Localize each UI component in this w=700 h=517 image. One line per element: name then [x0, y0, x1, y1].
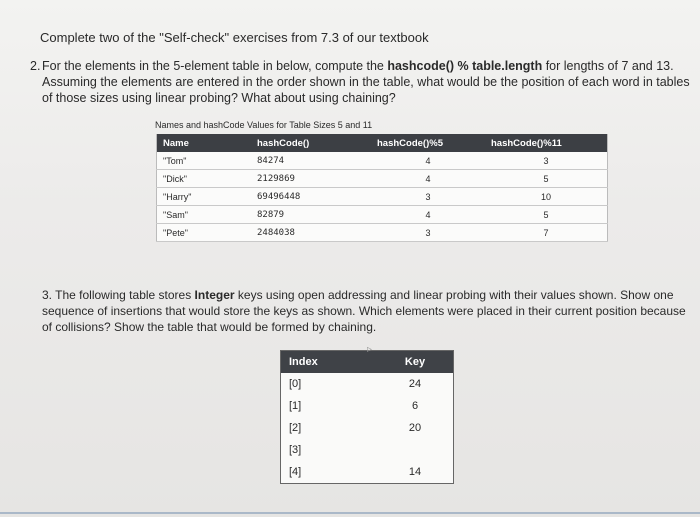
cell-name: "Tom"	[157, 152, 252, 170]
cell-hashcode: 2484038	[251, 224, 371, 242]
intro-text: Complete two of the "Self-check" exercises from 7.3 of our textbook	[40, 30, 429, 45]
cell-index: [1]	[289, 400, 302, 412]
header-name: Name	[157, 134, 252, 152]
header-mod11: hashCode()%11	[485, 134, 608, 152]
cell-mod11: 10	[485, 188, 608, 206]
cell-mod5: 3	[371, 188, 485, 206]
header-mod5: hashCode()%5	[371, 134, 485, 152]
table-row	[281, 439, 454, 461]
header-hashcode: hashCode()	[251, 134, 371, 152]
cell-index: [3]	[289, 444, 302, 456]
question-2-number: 2.	[30, 59, 41, 73]
mouse-cursor-icon: ▹	[367, 344, 373, 355]
table-row	[281, 417, 454, 439]
hashcode-table-header	[157, 134, 608, 152]
cell-mod5: 4	[371, 152, 485, 170]
cell-mod11: 5	[485, 206, 608, 224]
question-3	[30, 287, 692, 335]
table-row	[157, 206, 608, 224]
cell-index: [2]	[289, 422, 302, 434]
table-row	[281, 395, 454, 417]
cell-hashcode: 82879	[251, 206, 371, 224]
table-row	[281, 373, 454, 395]
cell-name: "Pete"	[157, 224, 252, 242]
question-2	[30, 58, 692, 106]
cell-mod11: 5	[485, 170, 608, 188]
cell-mod5: 4	[371, 206, 485, 224]
cell-name: "Dick"	[157, 170, 252, 188]
cell-hashcode: 84274	[251, 152, 371, 170]
header-index: Index	[281, 351, 378, 374]
table-row	[157, 152, 608, 170]
cell-key: 24	[408, 378, 422, 390]
header-key: Key	[377, 351, 454, 374]
question-2-text: For the elements in the 5-element table in below, compute the hashcode() % table.length for lengths of 7 and 13. Assuming the elements are entered in the order shown in the table, what would be the position of each word in tables of those sizes using linear probing? What about using chaining?	[42, 59, 690, 105]
cell-key: 20	[408, 422, 422, 434]
cell-index: [4]	[289, 466, 302, 478]
table-row	[157, 224, 608, 242]
bottom-divider	[0, 512, 700, 514]
cell-index: [0]	[289, 378, 302, 390]
cell-mod5: 3	[371, 224, 485, 242]
question-3-number: 3.	[42, 288, 53, 302]
cell-key: 6	[411, 400, 419, 412]
hash-table-caption: Names and hashCode Values for Table Sizes 5 and 11	[155, 120, 373, 130]
hashcode-table	[156, 134, 608, 242]
cell-hashcode: 2129869	[251, 170, 371, 188]
table-row	[157, 170, 608, 188]
cell-mod5: 4	[371, 170, 485, 188]
cell-hashcode: 69496448	[251, 188, 371, 206]
cell-name: "Harry"	[157, 188, 252, 206]
question-3-text: 3. The following table stores Integer keys using open addressing and linear probing with their values shown. Show one sequence of insertions that would store the keys as shown. Which elements were placed in their current position because of collisions? Show the table that would be formed by chaining.	[42, 288, 686, 334]
cell-key: 14	[408, 466, 422, 478]
cell-mod11: 7	[485, 224, 608, 242]
probing-table	[280, 350, 454, 484]
cell-key	[377, 439, 454, 461]
cell-name: "Sam"	[157, 206, 252, 224]
table-row	[157, 188, 608, 206]
cell-mod11: 3	[485, 152, 608, 170]
table-row	[281, 461, 454, 484]
